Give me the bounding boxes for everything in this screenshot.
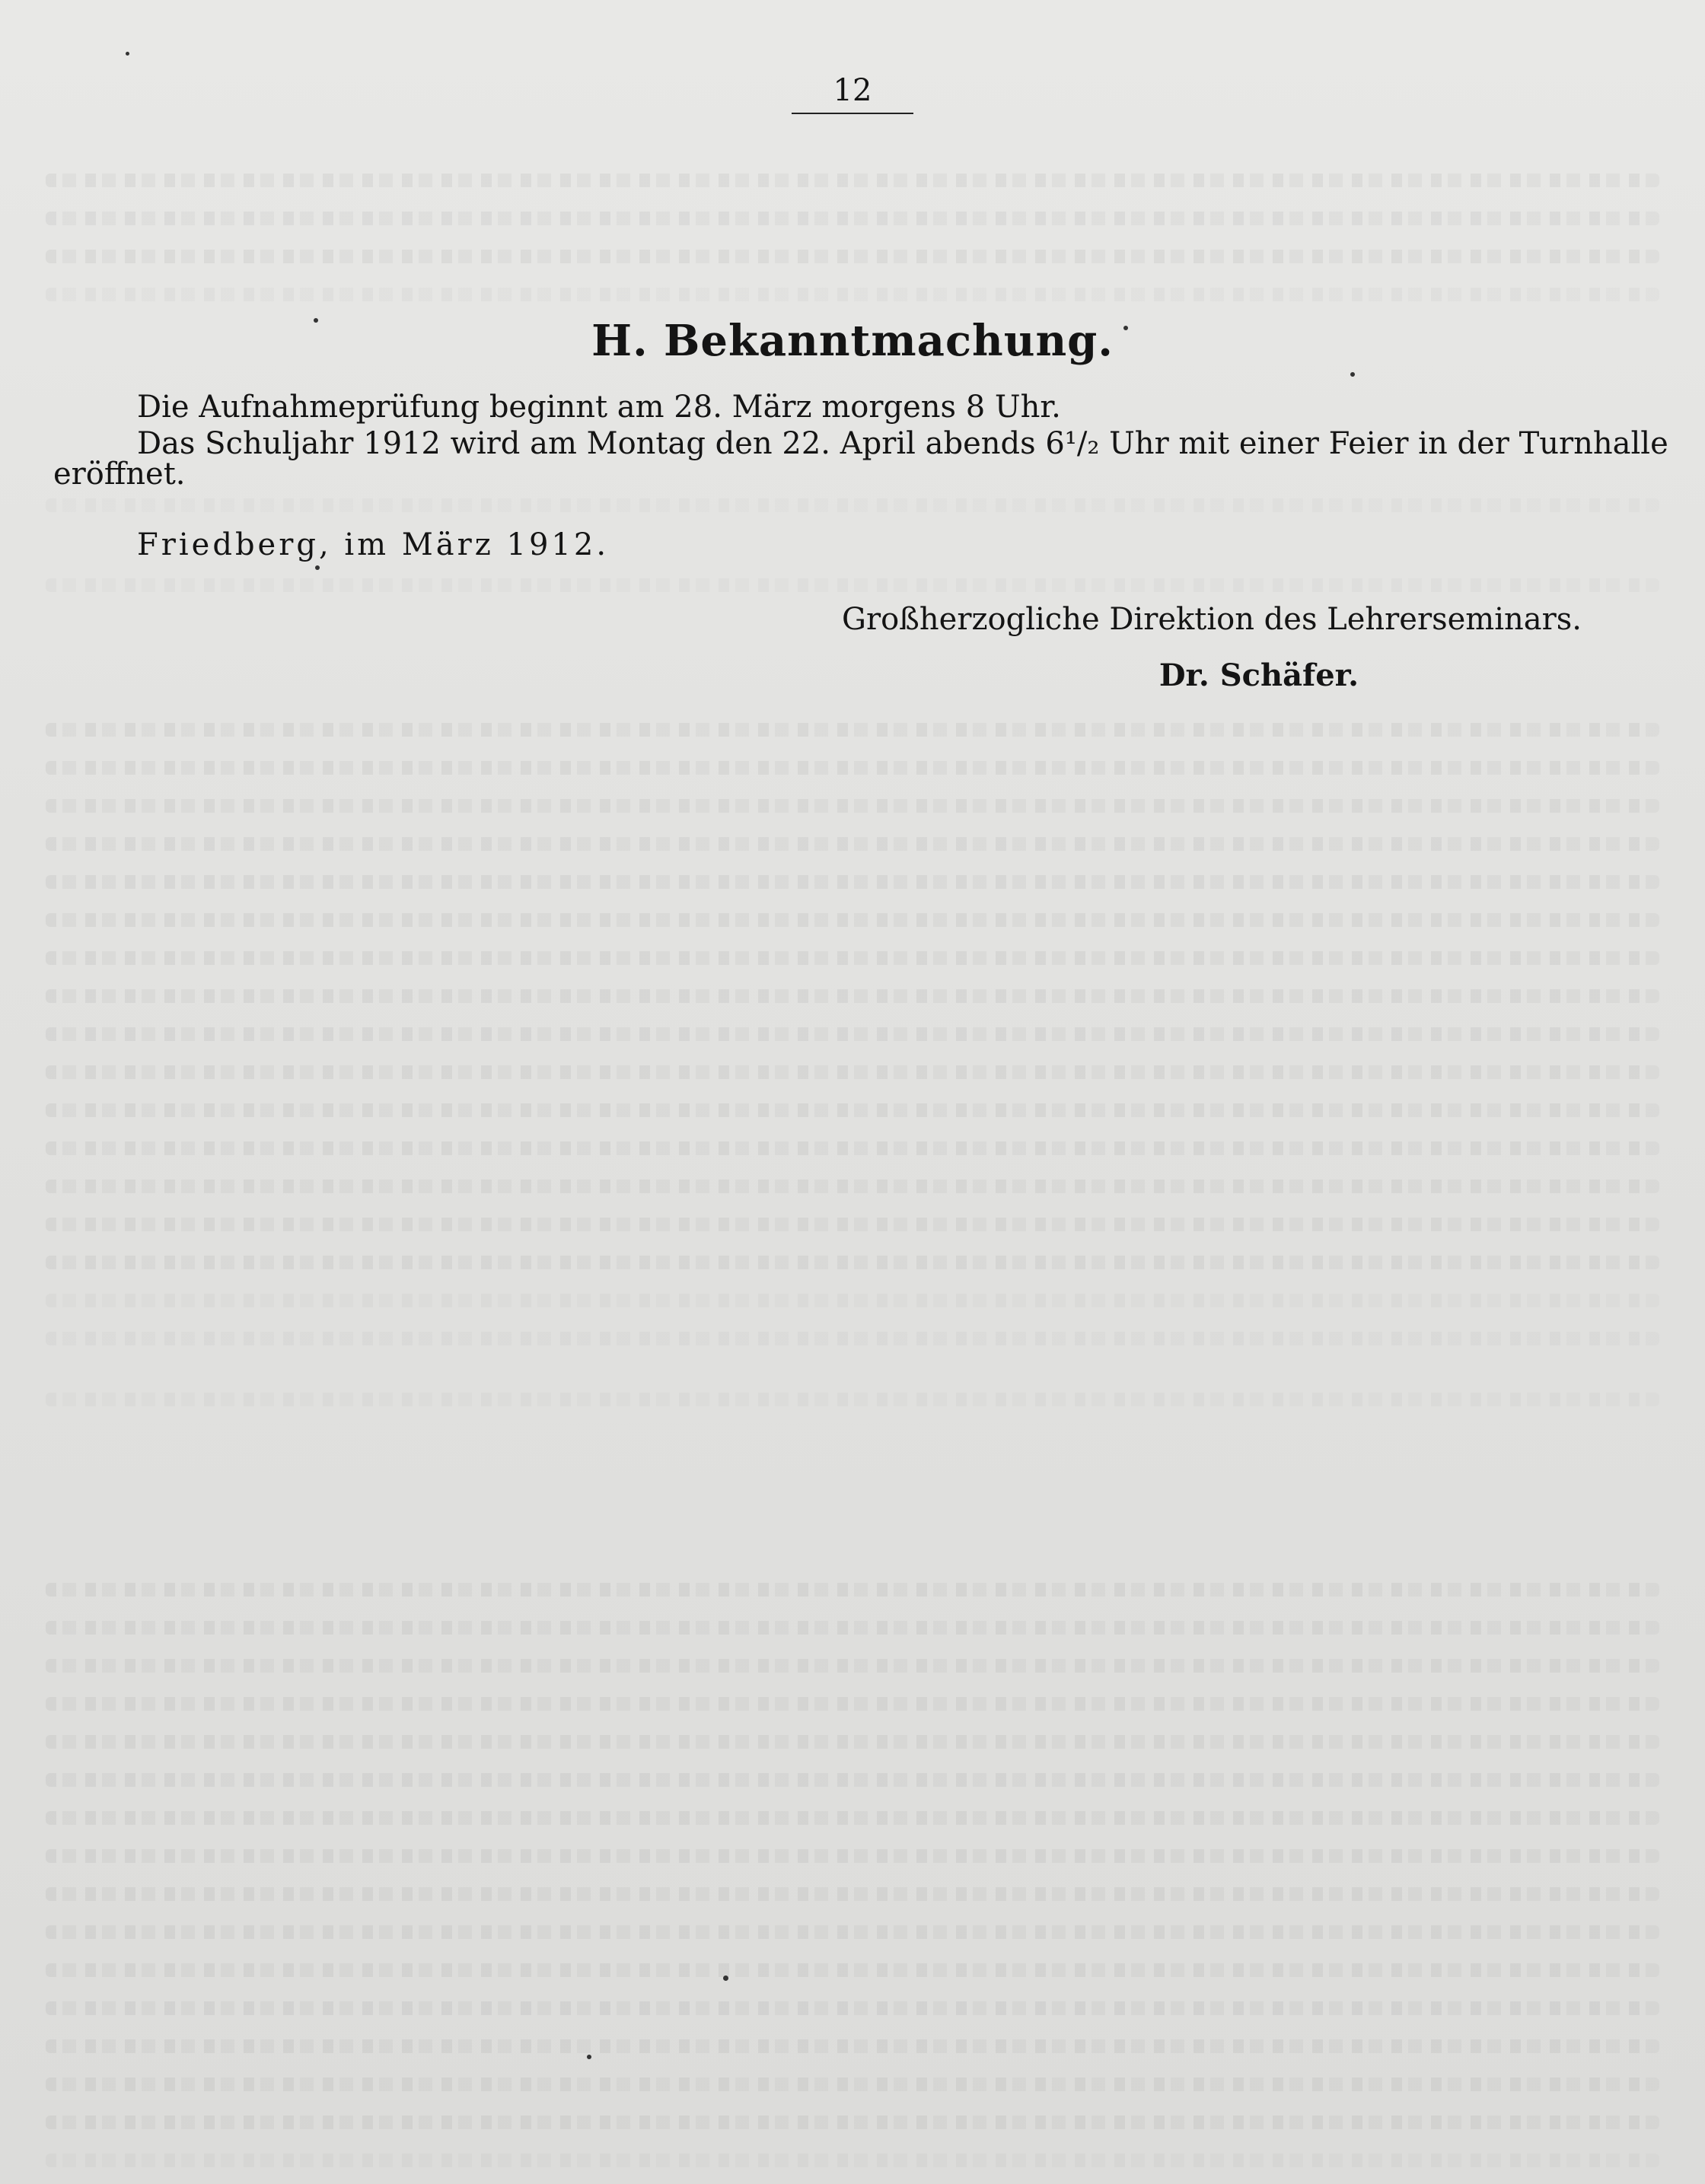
- bleed-through: [46, 578, 1659, 592]
- bleed-through: [46, 1621, 1659, 1635]
- bleed-through: [46, 1027, 1659, 1041]
- bleed-through: [46, 1697, 1659, 1711]
- bleed-through: [46, 1963, 1659, 1977]
- signer-name: Dr. Schäfer.: [1158, 657, 1359, 693]
- bleed-through: [46, 2116, 1659, 2129]
- bleed-through: [46, 799, 1659, 813]
- bleed-through: [46, 1103, 1659, 1117]
- bleed-through: [46, 989, 1659, 1003]
- bleed-through: [46, 1294, 1659, 1307]
- announcement-line-opening: eröffnet.: [53, 457, 186, 492]
- bleed-through: [46, 2001, 1659, 2015]
- bleed-through: [46, 1141, 1659, 1155]
- speck: [587, 2055, 591, 2059]
- speck: [723, 1975, 728, 1981]
- bleed-through: [46, 288, 1659, 301]
- bleed-through: [46, 1218, 1659, 1231]
- bleed-through: [46, 1659, 1659, 1673]
- bleed-through: [46, 913, 1659, 927]
- bleed-through: [46, 1393, 1659, 1406]
- bleed-through: [46, 1811, 1659, 1825]
- bleed-through: [46, 2154, 1659, 2167]
- speck: [315, 565, 320, 570]
- bleed-through: [46, 2077, 1659, 2091]
- place-date: Friedberg, im März 1912.: [137, 527, 610, 562]
- bleed-through: [46, 761, 1659, 775]
- bleed-through: [46, 837, 1659, 851]
- signatory-office: Großherzogliche Direktion des Lehrerseminars.: [842, 602, 1582, 637]
- bleed-through: [46, 1180, 1659, 1193]
- bleed-through: [46, 1735, 1659, 1749]
- bleed-through: [46, 174, 1659, 187]
- announcement-line-school-year: Das Schuljahr 1912 wird am Montag den 22. April abends 6¹/₂ Uhr mit einer Feier in der Turnhalle: [137, 426, 1668, 461]
- speck: [126, 52, 129, 56]
- bleed-through: [46, 951, 1659, 965]
- bleed-through: [46, 875, 1659, 889]
- bleed-through: [46, 1332, 1659, 1345]
- bleed-through: [46, 1849, 1659, 1863]
- speck: [1350, 372, 1355, 377]
- bleed-through: [46, 1773, 1659, 1787]
- bleed-through: [46, 1887, 1659, 1901]
- page-number: 12: [792, 73, 913, 114]
- bleed-through: [46, 1925, 1659, 1939]
- bleed-through: [46, 250, 1659, 263]
- bleed-through: [46, 723, 1659, 737]
- bleed-through: [46, 2039, 1659, 2053]
- bleed-through: [46, 1256, 1659, 1269]
- announcement-line-entrance-exam: Die Aufnahmeprüfung beginnt am 28. März morgens 8 Uhr.: [137, 390, 1061, 425]
- bleed-through: [46, 498, 1659, 512]
- section-heading: H. Bekanntmachung.: [591, 316, 1114, 366]
- bleed-through: [46, 1065, 1659, 1079]
- bleed-through: [46, 1583, 1659, 1597]
- bleed-through: [46, 212, 1659, 225]
